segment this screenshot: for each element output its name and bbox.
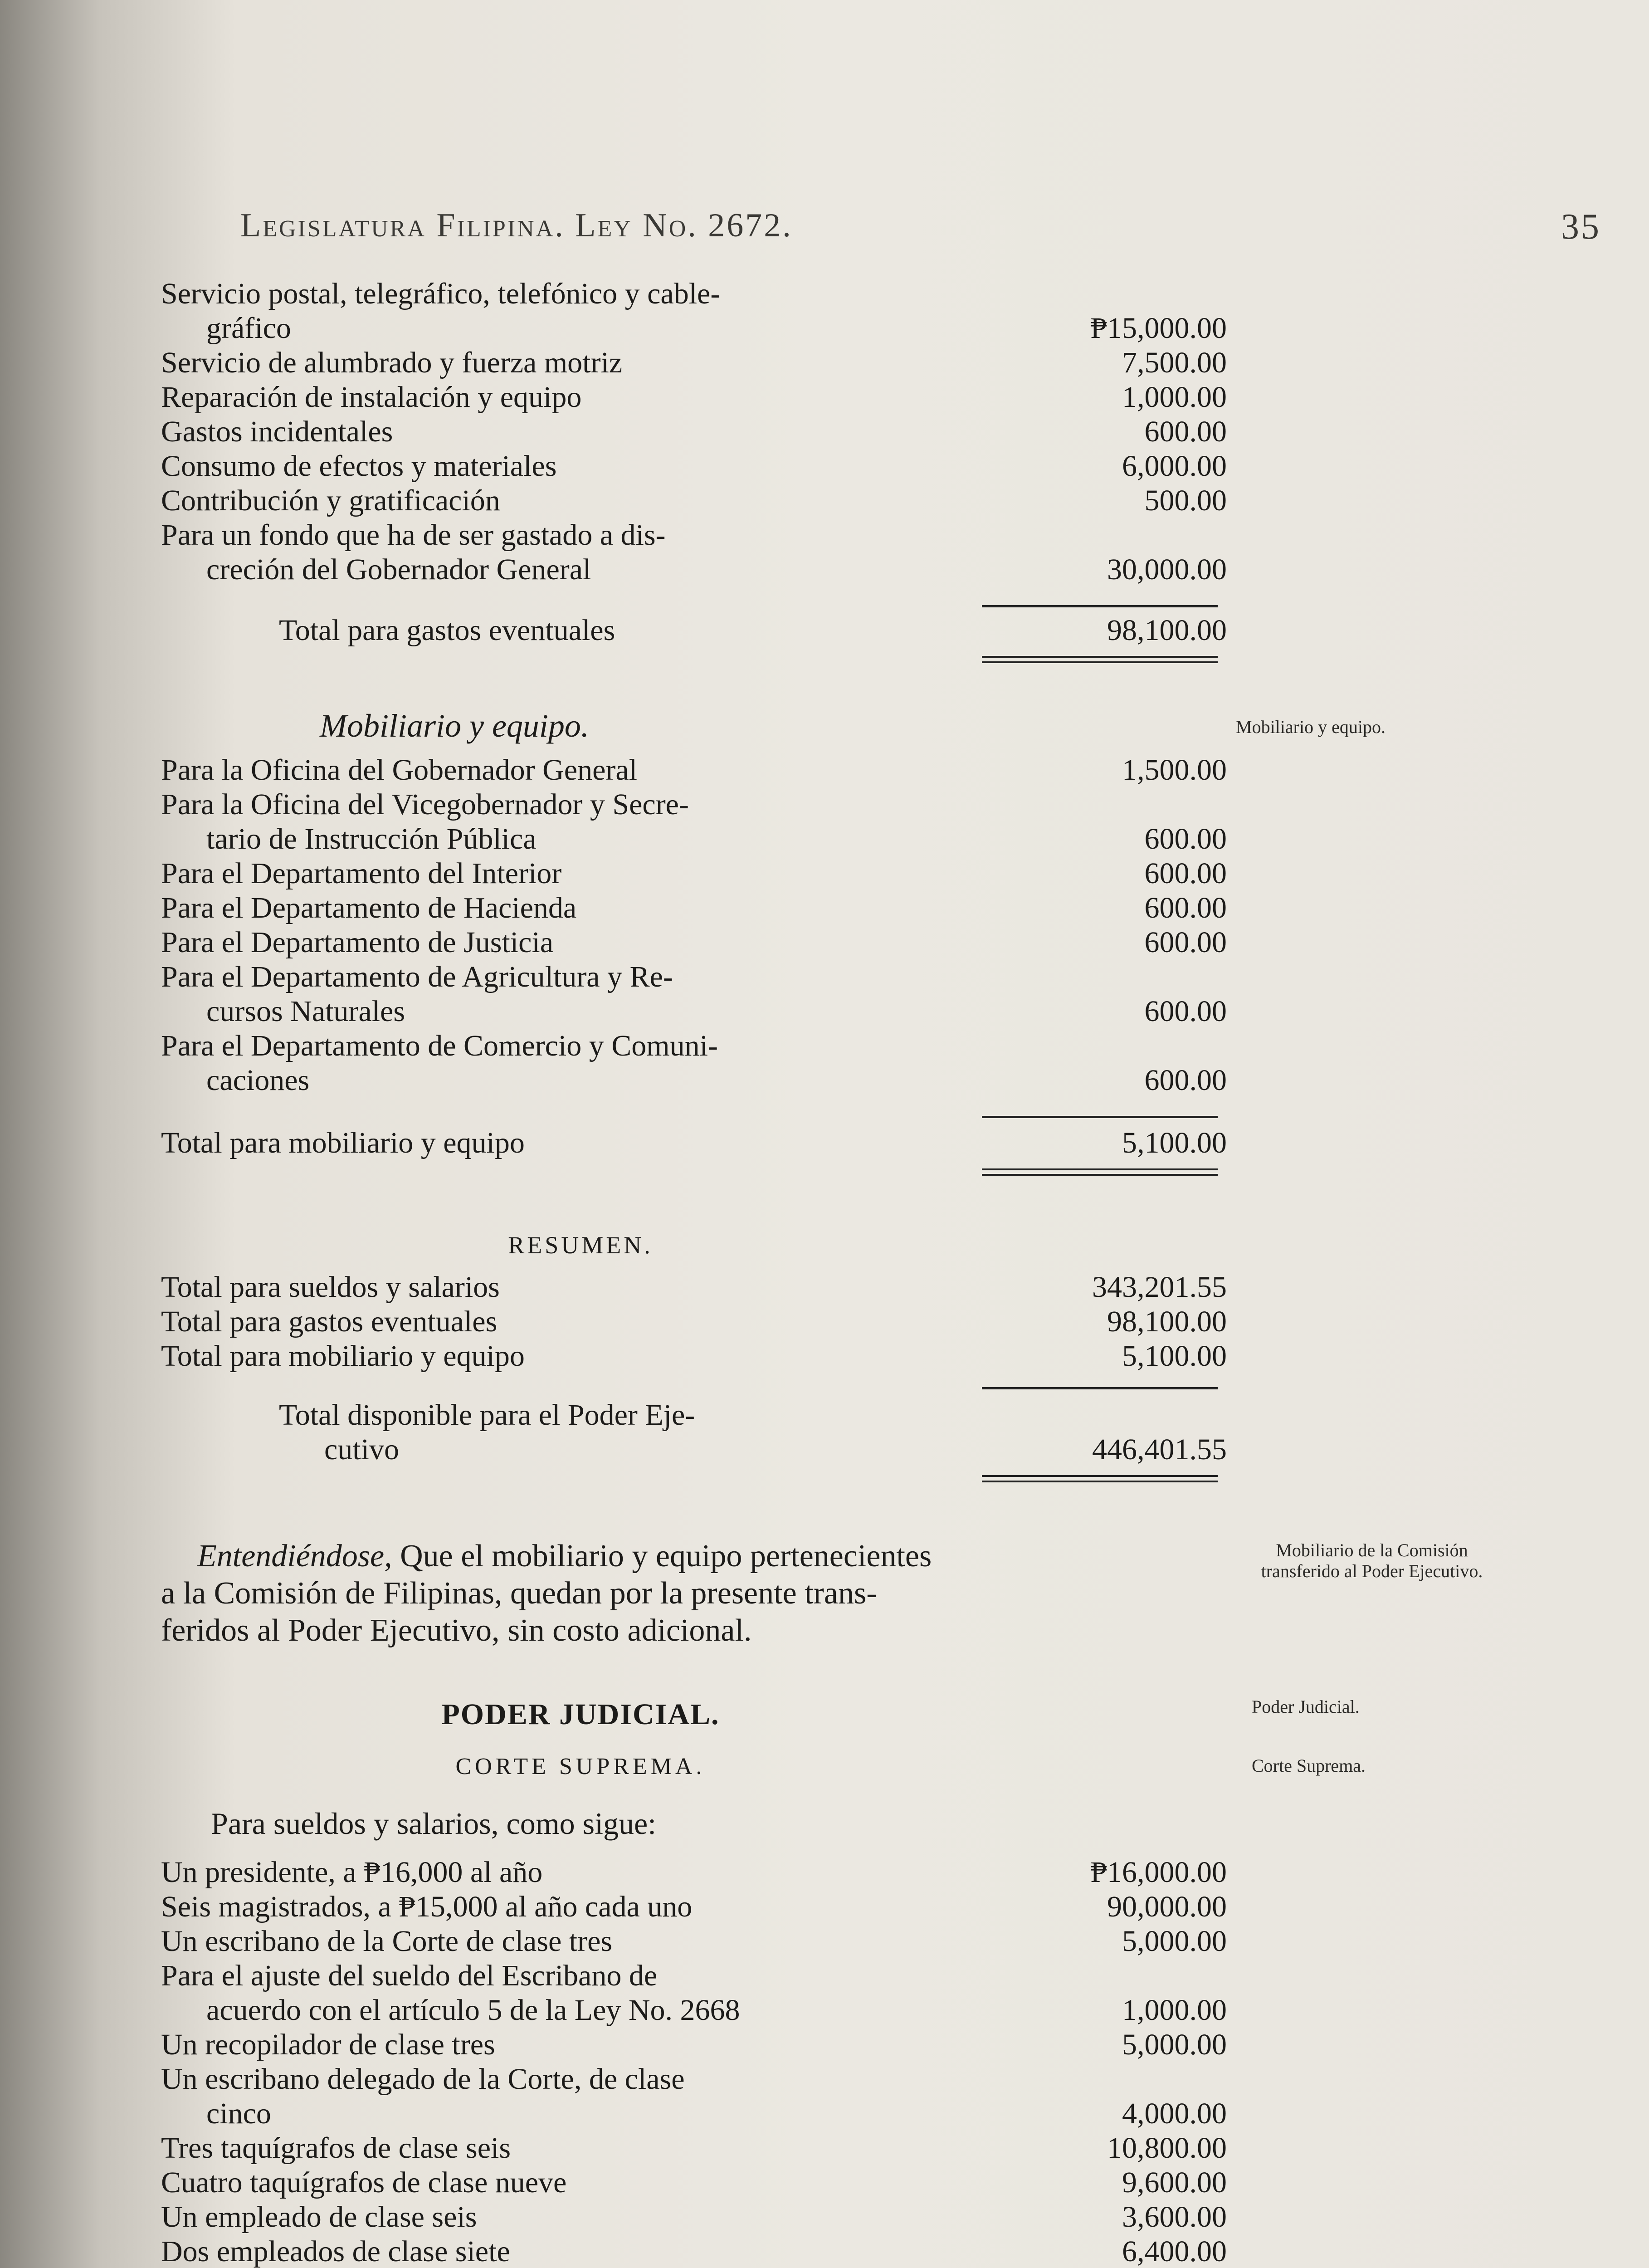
proviso-text-1: Que el mobiliario y equipo pertenecientes — [392, 1539, 932, 1574]
ledger-item-label: Total para gastos eventuales — [161, 1305, 498, 1338]
ledger-row — [161, 415, 1227, 449]
proviso-lead: Entendiéndose, — [197, 1539, 392, 1574]
ledger-item-amount: ₱16,000.00 — [1090, 1856, 1227, 1889]
ledger-item-amount: 1,000.00 — [1122, 1994, 1227, 2027]
poder-judicial-section — [161, 1687, 1227, 2268]
ledger-item-label: Para el Departamento de Comercio y Comuni- — [161, 1029, 718, 1062]
gastos-eventuales-section — [161, 277, 1227, 648]
poder-judicial-heading: PODER JUDICIAL. — [441, 1698, 720, 1731]
ledger-row — [161, 449, 1227, 484]
ledger-item-label: Total para mobiliario y equipo — [161, 1339, 525, 1373]
ledger-row — [161, 753, 1227, 787]
total-gastos-label: Total para gastos eventuales — [279, 614, 615, 647]
ledger-row — [161, 1855, 1227, 1890]
ledger-row — [161, 1305, 1227, 1339]
ledger-item-label: Un empleado de clase seis — [161, 2200, 477, 2234]
ledger-item-amount: 5,000.00 — [1122, 1925, 1227, 1958]
ledger-item-label: Cuatro taquígrafos de clase nueve — [161, 2166, 567, 2199]
mobiliario-section — [161, 699, 1227, 1160]
ledger-item-amount: 3,600.00 — [1122, 2200, 1227, 2234]
ledger-item-label: caciones — [206, 1064, 310, 1097]
resumen-heading: RESUMEN. — [508, 1232, 653, 1259]
ledger-item-amount: 9,600.00 — [1122, 2166, 1227, 2199]
ledger-row — [161, 1890, 1227, 1924]
ledger-row — [161, 1270, 1227, 1305]
ledger-row — [161, 994, 1227, 1029]
ledger-item-label: Servicio de alumbrado y fuerza motriz — [161, 346, 623, 379]
total-disponible-label-2: cutivo — [324, 1433, 399, 1466]
ledger-item-label: Total para sueldos y salarios — [161, 1271, 500, 1304]
ledger-item-label: tario de Instrucción Pública — [206, 822, 537, 855]
ledger-row — [161, 2062, 1227, 2097]
ledger-row — [161, 891, 1227, 925]
total-mobiliario-amount: 5,100.00 — [1122, 1126, 1227, 1159]
mobiliario-heading: Mobiliario y equipo. — [320, 708, 589, 744]
ledger-item-label: Dos empleados de clase siete — [161, 2235, 510, 2268]
ledger-item-amount: 5,000.00 — [1122, 2028, 1227, 2061]
ledger-item-label: acuerdo con el artículo 5 de la Ley No. 2668 — [206, 1994, 740, 2027]
ledger-item-label: Un recopilador de clase tres — [161, 2028, 495, 2061]
ledger-row — [161, 1924, 1227, 1959]
ledger-row — [161, 2165, 1227, 2200]
ledger-item-label: Seis magistrados, a ₱15,000 al año cada uno — [161, 1890, 693, 1923]
total-mobiliario-label: Total para mobiliario y equipo — [161, 1126, 525, 1159]
running-header — [240, 206, 1601, 256]
ledger-row — [161, 2028, 1227, 2062]
ledger-row — [161, 2234, 1227, 2268]
resumen-list — [161, 1270, 1227, 1374]
ledger-row — [161, 277, 1227, 311]
margin-note-mobiliario: Mobiliario y equipo. — [1236, 717, 1386, 737]
ledger-item-label: Para un fondo que ha de ser gastado a dis- — [161, 518, 666, 552]
ledger-item-label: Un presidente, a ₱16,000 al año — [161, 1856, 543, 1889]
ledger-item-label: Para la Oficina del Vicegobernador y Secre- — [161, 788, 689, 821]
ledger-item-amount: 5,100.00 — [1122, 1339, 1227, 1373]
ledger-item-amount: 600.00 — [1144, 1064, 1227, 1097]
total-disponible-row-2 — [161, 1432, 1227, 1467]
ledger-row — [161, 1339, 1227, 1374]
ledger-item-label: cursos Naturales — [206, 995, 405, 1028]
ledger-item-amount: 500.00 — [1144, 484, 1227, 517]
ledger-item-amount: 4,000.00 — [1122, 2097, 1227, 2130]
gastos-list — [161, 277, 1227, 587]
ledger-item-amount: 6,400.00 — [1122, 2235, 1227, 2268]
ledger-item-label: creción del Gobernador General — [206, 553, 591, 586]
ledger-item-amount: 30,000.00 — [1107, 553, 1227, 586]
sueldos-intro: Para sueldos y salarios, como sigue: — [211, 1806, 657, 1841]
ledger-row — [161, 1993, 1227, 2028]
ledger-item-amount: 7,500.00 — [1122, 346, 1227, 379]
ledger-item-amount: 600.00 — [1144, 415, 1227, 448]
ledger-item-amount: 600.00 — [1144, 857, 1227, 890]
ledger-row — [161, 856, 1227, 891]
ledger-row — [161, 822, 1227, 856]
ledger-row — [161, 552, 1227, 587]
corte-suprema-list — [161, 1855, 1227, 2268]
ledger-item-amount: 1,000.00 — [1122, 381, 1227, 414]
ledger-item-label: Para el Departamento de Hacienda — [161, 891, 577, 924]
ledger-item-amount: 600.00 — [1144, 822, 1227, 855]
ledger-row — [161, 311, 1227, 346]
ledger-item-label: Tres taquígrafos de clase seis — [161, 2131, 511, 2165]
running-title: Legislatura Filipina. Ley No. 2672. — [240, 207, 793, 244]
ledger-item-amount: 6,000.00 — [1122, 450, 1227, 483]
ledger-item-amount: 1,500.00 — [1122, 753, 1227, 787]
ledger-row — [161, 2097, 1227, 2131]
ledger-item-label: Un escribano de la Corte de clase tres — [161, 1925, 613, 1958]
ledger-row — [161, 1959, 1227, 1993]
ledger-item-amount: 600.00 — [1144, 891, 1227, 924]
ledger-item-amount: 90,000.00 — [1107, 1890, 1227, 1923]
ledger-item-label: Para el ajuste del sueldo del Escribano de — [161, 1959, 658, 1992]
ledger-row — [161, 1029, 1227, 1063]
ledger-item-label: cinco — [206, 2097, 271, 2130]
total-disponible-row-1 — [161, 1398, 1227, 1432]
ledger-item-label: Para el Departamento de Agricultura y Re- — [161, 960, 673, 993]
ledger-item-label: Un escribano delegado de la Corte, de clase — [161, 2063, 685, 2096]
total-disponible-label-1: Total disponible para el Poder Eje- — [279, 1398, 695, 1432]
ledger-item-amount: ₱15,000.00 — [1090, 312, 1227, 345]
ledger-item-label: Gastos incidentales — [161, 415, 393, 448]
ledger-item-amount: 600.00 — [1144, 995, 1227, 1028]
ledger-item-amount: 10,800.00 — [1107, 2131, 1227, 2165]
ledger-row — [161, 1063, 1227, 1098]
corte-suprema-heading: CORTE SUPREMA. — [455, 1754, 706, 1779]
ledger-item-label: Servicio postal, telegráfico, telefónico y cable- — [161, 277, 721, 310]
ledger-item-label: gráfico — [206, 312, 291, 345]
ledger-row — [161, 2200, 1227, 2234]
total-mobiliario-row — [161, 1126, 1227, 1160]
ledger-row — [161, 518, 1227, 552]
mobiliario-list — [161, 753, 1227, 1098]
resumen-section — [161, 1220, 1227, 1467]
proviso-line-3: feridos al Poder Ejecutivo, sin costo adicional. — [161, 1613, 752, 1648]
ledger-item-amount: 600.00 — [1144, 926, 1227, 959]
ledger-item-label: Consumo de efectos y materiales — [161, 450, 557, 483]
ledger-row — [161, 2131, 1227, 2165]
ledger-row — [161, 925, 1227, 960]
ledger-item-label: Reparación de instalación y equipo — [161, 381, 582, 414]
ledger-row — [161, 346, 1227, 380]
total-gastos-row — [161, 613, 1227, 648]
ledger-item-label: Contribución y gratificación — [161, 484, 500, 517]
proviso-line-1 — [161, 1538, 1218, 1575]
ledger-item-amount: 343,201.55 — [1092, 1271, 1227, 1304]
total-gastos-amount: 98,100.00 — [1107, 614, 1227, 647]
ledger-item-label: Para la Oficina del Gobernador General — [161, 753, 638, 787]
margin-note-proviso: Mobiliario de la Comisión transferido al Poder Ejecutivo. — [1261, 1540, 1483, 1581]
ledger-row — [161, 380, 1227, 415]
ledger-row — [161, 960, 1227, 994]
ledger-row — [161, 484, 1227, 518]
ledger-item-amount: 98,100.00 — [1107, 1305, 1227, 1338]
margin-note-poder-judicial: Poder Judicial. — [1252, 1696, 1360, 1717]
ledger-row — [161, 787, 1227, 822]
ledger-item-label: Para el Departamento de Justicia — [161, 926, 553, 959]
proviso-paragraph — [161, 1538, 1218, 1649]
ledger-item-label: Para el Departamento del Interior — [161, 857, 562, 890]
margin-note-corte-suprema: Corte Suprema. — [1252, 1755, 1366, 1776]
page-number: 35 — [1561, 207, 1601, 247]
proviso-line-2: a la Comisión de Filipinas, quedan por la presente trans- — [161, 1576, 877, 1611]
total-disponible-amount: 446,401.55 — [1092, 1433, 1227, 1466]
